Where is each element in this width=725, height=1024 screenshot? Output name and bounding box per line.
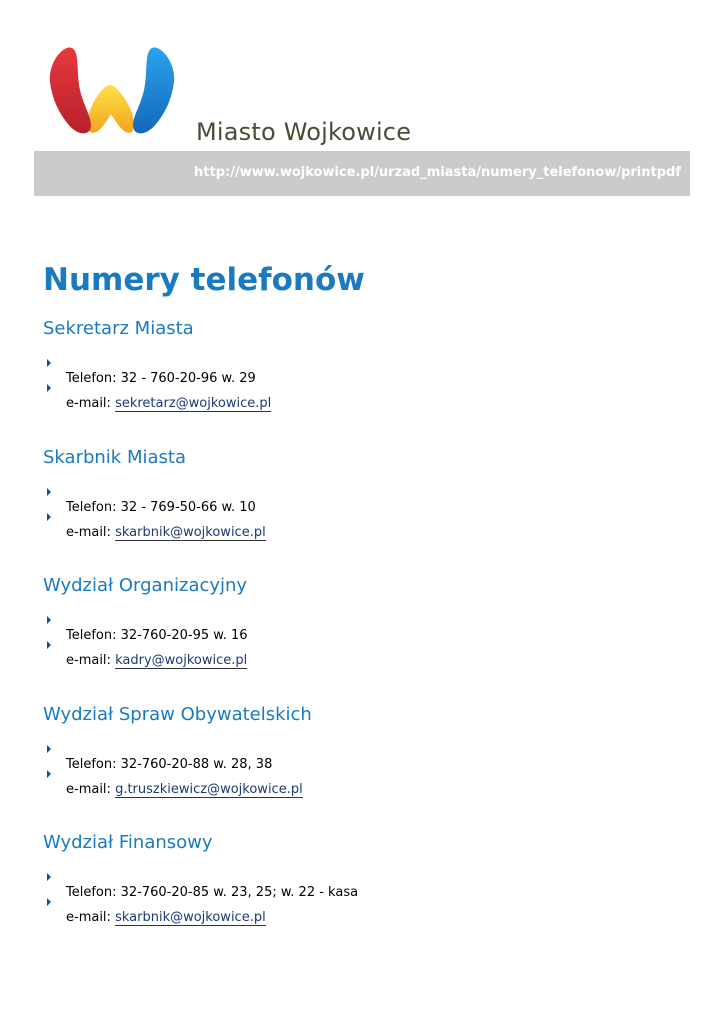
phone-label: Telefon:: [66, 628, 117, 643]
phone-label: Telefon:: [66, 371, 117, 386]
email-label: e-mail:: [66, 653, 111, 668]
bullet-icon: [47, 513, 51, 521]
bullet-icon: [47, 616, 51, 624]
phone-number: 32-760-20-95 w. 16: [120, 628, 248, 643]
phone-number: 32-760-20-85 w. 23, 25; w. 22 - kasa: [120, 885, 359, 900]
email-item: [43, 653, 663, 673]
email-label: e-mail:: [66, 782, 111, 797]
email-item: [43, 525, 663, 545]
bullet-icon: [47, 745, 51, 753]
email-item: [43, 910, 663, 930]
phone-number: 32-760-20-88 w. 28, 38: [120, 757, 273, 772]
phone-label: Telefon:: [66, 885, 117, 900]
phone-label: Telefon:: [66, 500, 117, 515]
email-link[interactable]: sekretarz@wojkowice.pl: [115, 396, 272, 411]
section-heading: Wydział Spraw Obywatelskich: [43, 704, 312, 725]
phone-label: Telefon:: [66, 757, 117, 772]
site-name: Miasto Wojkowice: [196, 118, 412, 146]
section-heading: Skarbnik Miasta: [43, 447, 186, 468]
email-label: e-mail:: [66, 910, 111, 925]
section-organizacyjny: [43, 575, 683, 668]
bullet-icon: [47, 641, 51, 649]
section-heading: Wydział Organizacyjny: [43, 575, 248, 596]
page-title: Numery telefonów: [43, 262, 365, 298]
section-heading: Sekretarz Miasta: [43, 318, 194, 339]
section-spraw-obywatelskich: [43, 704, 683, 797]
email-link[interactable]: skarbnik@wojkowice.pl: [115, 910, 266, 925]
phone-item: [43, 885, 663, 905]
email-label: e-mail:: [66, 525, 111, 540]
wojkowice-logo: [46, 42, 178, 136]
bullet-icon: [47, 488, 51, 496]
email-link[interactable]: g.truszkiewicz@wojkowice.pl: [115, 782, 303, 797]
phone-item: [43, 757, 663, 777]
email-item: [43, 782, 663, 802]
bullet-icon: [47, 384, 51, 392]
bullet-icon: [47, 873, 51, 881]
phone-number: 32 - 760-20-96 w. 29: [120, 371, 256, 386]
bullet-icon: [47, 898, 51, 906]
email-link[interactable]: skarbnik@wojkowice.pl: [115, 525, 266, 540]
bullet-icon: [47, 770, 51, 778]
bullet-icon: [47, 359, 51, 367]
section-heading: Wydział Finansowy: [43, 832, 213, 853]
email-item: [43, 396, 663, 416]
phone-item: [43, 628, 663, 648]
phone-number: 32 - 769-50-66 w. 10: [120, 500, 256, 515]
section-sekretarz: [43, 318, 683, 411]
phone-item: [43, 500, 663, 520]
url-bar: [34, 151, 690, 196]
email-label: e-mail:: [66, 396, 111, 411]
section-skarbnik: [43, 447, 683, 540]
section-finansowy: [43, 832, 683, 925]
page-url: http://www.wojkowice.pl/urzad_miasta/numery_telefonow/printpdf: [194, 165, 681, 180]
email-link[interactable]: kadry@wojkowice.pl: [115, 653, 248, 668]
phone-item: [43, 371, 663, 391]
